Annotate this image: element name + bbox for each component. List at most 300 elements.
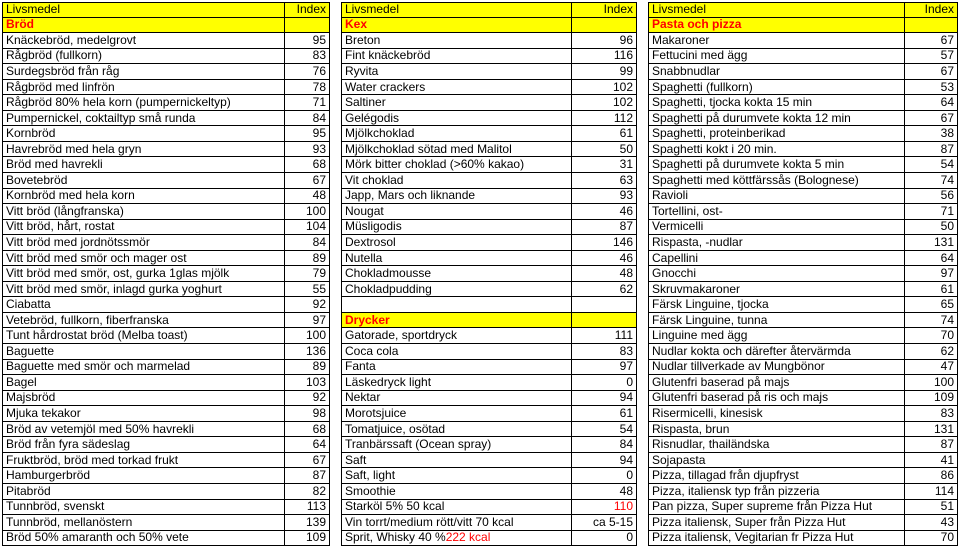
food-name-text: Risermicelli, kinesisk: [652, 406, 763, 420]
table-row: [2, 391, 330, 407]
food-name-text: Vitt bröd med jordnötssmör: [6, 235, 150, 249]
food-name-text: Vitt bröd (långfranska): [6, 204, 124, 218]
food-name-text: Fint knäckebröd: [345, 48, 431, 63]
food-name-text: Havrebröd med hela gryn: [6, 141, 142, 156]
food-name-text: Ryvita: [345, 64, 379, 78]
gi-index-value: 94: [571, 391, 637, 406]
gi-index-value: 38: [904, 126, 958, 141]
table-row: [2, 531, 330, 547]
gi-index-value: 131: [904, 235, 958, 250]
header-index: Index: [571, 3, 637, 17]
food-name-text: Pizza italiensk, Vegitarian fr Pizza Hut: [652, 530, 854, 545]
food-name: [2, 18, 284, 33]
gi-index-value: 92: [284, 297, 330, 312]
gi-index-value: 54: [571, 422, 637, 437]
gi-index-value: 84: [284, 235, 330, 250]
food-name-text: Tunnbröd, mellanöstern: [6, 515, 133, 529]
food-name-text: Pasta och pizza: [652, 17, 742, 32]
food-name-text: Rågbröd (fullkorn): [6, 48, 103, 63]
gi-index-value: 62: [904, 344, 958, 359]
food-name-text: Färsk Linguine, tunna: [652, 312, 768, 327]
food-name-text: Fettucini med ägg: [652, 48, 748, 63]
food-name: [2, 422, 284, 437]
food-name: [341, 500, 571, 515]
food-name: [648, 328, 904, 343]
food-name-text: Bröd 50% amaranth och 50% vete: [6, 530, 189, 545]
table-row: [341, 95, 637, 111]
food-name: [648, 266, 904, 281]
table-row: [648, 500, 958, 516]
gi-index-value: 112: [571, 111, 637, 126]
header-livsmedel: Livsmedel: [2, 3, 284, 17]
food-name: [341, 422, 571, 437]
table-row: [341, 111, 637, 127]
table-row: [2, 266, 330, 282]
food-name-text: Tunnbröd, svenskt: [6, 499, 105, 514]
food-name: [341, 437, 571, 452]
food-name: [648, 18, 904, 33]
food-name: [2, 344, 284, 359]
food-name-text: Drycker: [345, 312, 390, 327]
food-name-text: Bröd av vetemjöl med 50% havrekli: [6, 421, 195, 436]
gi-index-value: 64: [904, 251, 958, 266]
gi-index-value: 87: [571, 220, 637, 235]
food-name-text: Risnudlar, thailändska: [652, 437, 770, 452]
food-name: [341, 18, 571, 33]
gi-index-value: 86: [904, 468, 958, 483]
table-row: [648, 204, 958, 220]
food-name: [341, 406, 571, 421]
gi-index-value: 102: [571, 95, 637, 110]
food-name-text: Mjölkchoklad sötad med Malitol: [345, 141, 512, 156]
food-name-text: Saft: [345, 452, 367, 467]
gi-index-value: 98: [284, 406, 330, 421]
gi-index-value: 67: [904, 64, 958, 79]
gi-index-value: 67: [284, 173, 330, 188]
food-name: [341, 360, 571, 375]
gi-index-value: 97: [571, 360, 637, 375]
table-row: [648, 157, 958, 173]
table-row: [648, 468, 958, 484]
table-row: [2, 95, 330, 111]
table-row: [2, 111, 330, 127]
food-name-text: Baguette: [6, 344, 55, 358]
food-name: [648, 33, 904, 48]
food-name: [341, 157, 571, 172]
food-name: [2, 453, 284, 468]
table-row: [2, 437, 330, 453]
gi-index-value: 89: [284, 251, 330, 266]
table-row: [341, 235, 637, 251]
food-name: [648, 80, 904, 95]
food-name: [648, 126, 904, 141]
table-row: [341, 126, 637, 142]
food-name-text: Surdegsbröd från råg: [6, 64, 120, 78]
food-name-text: Spaghetti kokt i 20 min.: [652, 141, 777, 156]
food-name-text: Pan pizza, Super supreme från Pizza Hut: [652, 499, 873, 514]
food-name-text: Hamburgerbröd: [6, 468, 91, 483]
food-name: [341, 344, 571, 359]
table-row: [648, 531, 958, 547]
category-row: [2, 18, 330, 34]
food-name-text: Chokladmousse: [345, 266, 432, 281]
food-name-text: Pizza, tillagad från djupfryst: [652, 468, 799, 483]
table-row: [2, 251, 330, 267]
food-name-text: Vermicelli: [652, 219, 704, 234]
food-name: [341, 33, 571, 48]
food-name-text: Smoothie: [345, 483, 396, 498]
food-name-text: Glutenfri baserad på majs: [652, 375, 790, 389]
food-name-text: Ravioli: [652, 188, 689, 203]
food-name: [2, 360, 284, 375]
table-row: [648, 189, 958, 205]
gi-index-value: 70: [904, 531, 958, 546]
food-name: [648, 406, 904, 421]
header-livsmedel: Livsmedel: [341, 3, 571, 17]
table-row: [341, 220, 637, 236]
food-name: [341, 515, 571, 530]
food-name: [648, 344, 904, 359]
gi-index-value: 146: [571, 235, 637, 250]
gi-index-value: 55: [284, 282, 330, 297]
food-name: [648, 422, 904, 437]
table-row: [648, 422, 958, 438]
food-name-text: Tomatjuice, osötad: [345, 421, 446, 436]
food-name-text: Rispasta, brun: [652, 421, 730, 436]
table-row: [2, 142, 330, 158]
gi-index-value: 87: [284, 468, 330, 483]
table-row: [341, 531, 637, 547]
gi-index-value: 41: [904, 453, 958, 468]
food-name: [648, 313, 904, 328]
food-name: [341, 375, 571, 390]
food-name-text: Vetebröd, fullkorn, fiberfranska: [6, 312, 169, 327]
food-name: [648, 142, 904, 157]
food-name: [648, 173, 904, 188]
gi-index-value: 48: [571, 484, 637, 499]
table-row: [648, 266, 958, 282]
table-row: [648, 328, 958, 344]
gi-index-value: 87: [904, 437, 958, 452]
gi-index-value: 48: [571, 266, 637, 281]
food-name: [2, 64, 284, 79]
food-name-text: Kornbröd med hela korn: [6, 188, 135, 203]
table-row: [648, 235, 958, 251]
food-name-text: Mjölkchoklad: [345, 126, 415, 141]
table-row: [648, 297, 958, 313]
gi-index-value: 102: [571, 80, 637, 95]
gi-index-value: 0: [571, 375, 637, 390]
gi-index-value: 71: [904, 204, 958, 219]
food-name: [648, 531, 904, 546]
food-name: [2, 157, 284, 172]
food-name-text: Japp, Mars och liknande: [345, 188, 476, 203]
gi-index-value: [571, 18, 637, 33]
food-name: [341, 80, 571, 95]
header-row: [341, 2, 637, 18]
gi-index-value: 53: [904, 80, 958, 95]
food-name-text: Mjuka tekakor: [6, 406, 81, 420]
header-livsmedel: Livsmedel: [648, 3, 904, 17]
food-name: [341, 468, 571, 483]
table-row: [341, 173, 637, 189]
gi-index-value: 97: [284, 313, 330, 328]
food-name: [2, 235, 284, 250]
category-row: [341, 313, 637, 329]
food-name: [341, 531, 571, 546]
food-name-text: Water crackers: [345, 79, 426, 94]
food-name: [2, 266, 284, 281]
food-name: [341, 189, 571, 204]
food-name: [648, 468, 904, 483]
table-row: [648, 111, 958, 127]
table-row: [2, 453, 330, 469]
food-name-text: Spaghetti (fullkorn): [652, 79, 753, 94]
food-name: [2, 33, 284, 48]
food-name: [648, 282, 904, 297]
gi-index-value: 50: [571, 142, 637, 157]
food-name: [2, 95, 284, 110]
food-name: [648, 360, 904, 375]
table-row: [648, 49, 958, 65]
gi-index-value: 131: [904, 422, 958, 437]
gi-index-value: 68: [284, 422, 330, 437]
table-row: [2, 468, 330, 484]
table-row: [2, 422, 330, 438]
table-row: [341, 484, 637, 500]
food-name-text: Nutella: [345, 250, 383, 265]
gi-index-value: [284, 18, 330, 33]
table-row: [2, 375, 330, 391]
gi-index-value: 57: [904, 49, 958, 64]
food-name-text: Spaghetti, proteinberikad: [652, 126, 786, 141]
gi-index-value: 114: [904, 484, 958, 499]
food-name: [2, 220, 284, 235]
table-row: [648, 391, 958, 407]
food-name: [2, 375, 284, 390]
table-row: [2, 126, 330, 142]
gi-index-value: [571, 313, 637, 328]
food-name: [2, 484, 284, 499]
food-name-text: Vitt bröd med smör, ost, gurka 1glas mjölk: [6, 266, 230, 281]
food-name: [2, 531, 284, 546]
food-name: [648, 204, 904, 219]
gi-index-value: 79: [284, 266, 330, 281]
gi-index-value: 65: [904, 297, 958, 312]
food-name: [648, 437, 904, 452]
gi-index-value: 48: [284, 189, 330, 204]
food-name-text: Saltiner: [345, 95, 386, 110]
food-name-text: Läskedryck light: [345, 375, 432, 389]
header-row: [648, 2, 958, 18]
food-name: [2, 313, 284, 328]
food-name-text: Morotsjuice: [345, 406, 407, 420]
food-name: [341, 64, 571, 79]
gi-index-value: 67: [284, 453, 330, 468]
food-name: [648, 297, 904, 312]
food-name-text: Rågbröd 80% hela korn (pumpernickeltyp): [6, 95, 231, 110]
food-name-text: Gatorade, sportdryck: [345, 328, 458, 343]
table-row: [648, 453, 958, 469]
food-name-text: Dextrosol: [345, 235, 396, 249]
gi-index-value: 61: [904, 282, 958, 297]
food-name: [341, 282, 571, 297]
food-name-text: Snabbnudlar: [652, 64, 721, 78]
gi-index-value: 31: [571, 157, 637, 172]
food-name-text: Nudlar tillverkade av Mungbönor: [652, 359, 825, 374]
gi-index-value: 74: [904, 313, 958, 328]
gi-index-value: 84: [571, 437, 637, 452]
table-row: [2, 157, 330, 173]
gi-index-value: 100: [904, 375, 958, 390]
table-row: [341, 64, 637, 80]
gi-index-value: 76: [284, 64, 330, 79]
gi-index-value: 109: [904, 391, 958, 406]
table-row: [341, 157, 637, 173]
table-row: [2, 297, 330, 313]
table-row: [341, 328, 637, 344]
food-name-text: Gnocchi: [652, 266, 697, 281]
table-row: [341, 266, 637, 282]
gi-index-value: 47: [904, 360, 958, 375]
table-row: [341, 297, 637, 313]
food-name: [341, 111, 571, 126]
food-name-text: Ciabatta: [6, 297, 51, 312]
food-name-text: Saft, light: [345, 468, 396, 483]
food-name: [648, 375, 904, 390]
food-name: [648, 500, 904, 515]
food-name: [2, 80, 284, 95]
food-name: [2, 515, 284, 530]
food-name-text: Nougat: [345, 204, 384, 218]
food-name-text: Knäckebröd, medelgrovt: [6, 33, 137, 47]
food-name: [2, 406, 284, 421]
food-name-text: Müsligodis: [345, 219, 402, 234]
gi-index-value: 87: [904, 142, 958, 157]
table-row: [341, 468, 637, 484]
table-row: [2, 80, 330, 96]
gi-index-value: 68: [284, 157, 330, 172]
gi-index-value: 71: [284, 95, 330, 110]
table-row: [2, 282, 330, 298]
gi-index-value: 97: [904, 266, 958, 281]
table-row: [2, 235, 330, 251]
category-row: [341, 18, 637, 34]
food-name: [341, 204, 571, 219]
food-name-text: Spaghetti på durumvete kokta 5 min: [652, 157, 845, 172]
food-name-text: Kex: [345, 17, 368, 32]
gi-index-value: 61: [571, 126, 637, 141]
category-row: [648, 18, 958, 34]
food-name: [648, 64, 904, 79]
table-row: [2, 313, 330, 329]
food-name: [648, 157, 904, 172]
table-row: [648, 515, 958, 531]
gi-index-value: 67: [904, 111, 958, 126]
gi-index-value: 0: [571, 531, 637, 546]
food-name: [2, 468, 284, 483]
gi-index-value: 92: [284, 391, 330, 406]
table-row: [2, 406, 330, 422]
table-row: [341, 391, 637, 407]
table-row: [648, 33, 958, 49]
food-name: [2, 111, 284, 126]
gi-index-value: 111: [571, 328, 637, 343]
food-name: [341, 173, 571, 188]
food-name: [2, 391, 284, 406]
food-name: [648, 220, 904, 235]
table-row: [648, 484, 958, 500]
food-name-text: Bagel: [6, 375, 37, 389]
table-row: [648, 375, 958, 391]
food-name-text: Vitt bröd med smör och mager ost: [6, 250, 187, 265]
gi-index-value: 46: [571, 251, 637, 266]
column-bread: [2, 2, 330, 546]
gi-index-value: 113: [284, 500, 330, 515]
gi-index-value: 83: [904, 406, 958, 421]
table-row: [341, 282, 637, 298]
gi-index-value: 61: [571, 406, 637, 421]
food-name-text: Pizza italiensk, Super från Pizza Hut: [652, 515, 846, 529]
food-name: [2, 142, 284, 157]
gi-index-value: 99: [571, 64, 637, 79]
food-name-text: Starköl 5% 50 kcal: [345, 499, 445, 514]
table-row: [341, 500, 637, 516]
food-name: [2, 437, 284, 452]
gi-index-value: 78: [284, 80, 330, 95]
table-row: [341, 251, 637, 267]
gi-index-value: 96: [571, 33, 637, 48]
food-name: [2, 328, 284, 343]
header-index: Index: [904, 3, 958, 17]
header-index: Index: [284, 3, 330, 17]
column-pasta-pizza: [648, 2, 958, 546]
food-name-text: Bröd: [6, 17, 34, 32]
food-name: [341, 297, 571, 312]
gi-index-value: 62: [571, 282, 637, 297]
gi-index-value: 94: [571, 453, 637, 468]
table-row: [648, 282, 958, 298]
table-row: [341, 360, 637, 376]
food-name: [341, 453, 571, 468]
gi-index-value: 64: [904, 95, 958, 110]
gi-index-value: 139: [284, 515, 330, 530]
food-name-text: Kornbröd: [6, 126, 56, 141]
food-name: [2, 500, 284, 515]
gi-index-value: 103: [284, 375, 330, 390]
food-name: [341, 313, 571, 328]
gi-index-value: 82: [284, 484, 330, 499]
gi-index-value: 56: [904, 189, 958, 204]
gi-index-value: 63: [571, 173, 637, 188]
gi-index-value: 74: [904, 173, 958, 188]
food-name: [648, 111, 904, 126]
food-name-text: Capellini: [652, 250, 699, 265]
gi-index-value: 110: [571, 500, 637, 515]
table-row: [341, 422, 637, 438]
food-name: [648, 484, 904, 499]
food-name: [2, 282, 284, 297]
food-name-text: Nektar: [345, 390, 381, 405]
food-name: [648, 251, 904, 266]
food-name-text: Baguette med smör och marmelad: [6, 359, 191, 374]
table-row: [341, 375, 637, 391]
food-name-text: Majsbröd: [6, 390, 56, 405]
food-name-text: Vitt bröd, hårt, rostat: [6, 219, 115, 234]
table-row: [2, 33, 330, 49]
food-name: [341, 251, 571, 266]
table-row: [648, 126, 958, 142]
